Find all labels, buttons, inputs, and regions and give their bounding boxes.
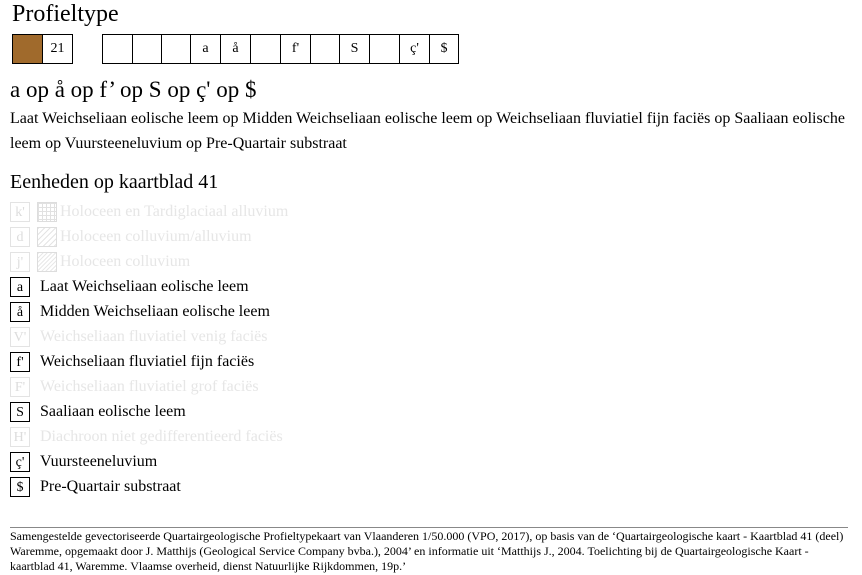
profile-cell: S [339, 34, 370, 64]
profile-formula: a op å op f’ op S op ç' op $ [10, 77, 257, 102]
unit-label: Weichseliaan fluviatiel grof faciës [40, 378, 259, 395]
color-swatch [12, 34, 43, 64]
profile-cell [250, 34, 281, 64]
profile-cell: a [190, 34, 221, 64]
unit-label: Weichseliaan fluviatiel venig faciës [40, 328, 268, 345]
unit-label: Midden Weichseliaan eolische leem [40, 303, 270, 320]
legend-item-c [10, 451, 430, 473]
legend-item-h [10, 426, 430, 448]
unit-code: V' [10, 327, 30, 347]
unit-code: å [10, 302, 30, 322]
legend-item-a-ring [10, 301, 430, 323]
legend-item-k [10, 201, 430, 223]
unit-label: Diachroon niet gedifferentieerd faciës [40, 428, 283, 445]
profile-cell [132, 34, 162, 64]
unit-code: d [10, 227, 30, 247]
unit-label: Holoceen en Tardiglaciaal alluvium [60, 203, 289, 220]
legend-item-f-upper [10, 376, 430, 398]
profile-number: 21 [42, 34, 73, 64]
profile-cell [161, 34, 191, 64]
profile-cell: ç' [399, 34, 430, 64]
unit-code: S [10, 402, 30, 422]
grid-hatch-icon [37, 202, 57, 222]
legend-item-j [10, 251, 430, 273]
diagonal-hatch-icon [37, 227, 57, 247]
unit-code: ç' [10, 452, 30, 472]
unit-code: f' [10, 352, 30, 372]
profile-cell: å [220, 34, 251, 64]
profile-cell [369, 34, 400, 64]
unit-label: Holoceen colluvium [60, 253, 191, 270]
legend-item-d [10, 226, 430, 248]
unit-label: Vuursteeneluvium [40, 453, 158, 470]
legend-item-a [10, 276, 430, 298]
legend-item-v [10, 326, 430, 348]
legend-item-dollar [10, 476, 430, 498]
profile-cell: $ [429, 34, 459, 64]
profile-cell: f' [280, 34, 311, 64]
unit-code: k' [10, 202, 30, 222]
unit-code: a [10, 277, 30, 297]
footer-divider [10, 527, 848, 528]
profile-cell [102, 34, 133, 64]
unit-code: F' [10, 377, 30, 397]
diagonal-hatch-icon [37, 252, 57, 272]
unit-code: H' [10, 427, 30, 447]
profile-description: Laat Weichseliaan eolische leem op Midden Weichseliaan eolische leem op Weichseliaan fluviatiel fijn faciës op Saaliaan eolische leem op Vuursteeneluvium op Pre-Quartair substraat [10, 110, 845, 152]
source-footnote: Samengestelde gevectoriseerde Quartairgeologische Profieltypekaart van Vlaanderen 1/50.000 (VPO, 2017), op basis van de ‘Quartairgeologische kaart - Kaartblad 41 (deel) Waremme, opgemaakt door J. Matthijs (Geological Service Company bvba.), 2004’ en informatie uit ‘Matthijs J., 2004. Toelichting bij de Quartairgeologische Kaart - kaartblad 41, Waremme. Vlaamse overheid, dienst Natuurlijke Rijkdommen, 19p.’ [10, 529, 844, 573]
unit-code: j' [10, 252, 30, 272]
page-title: Profieltype [12, 1, 119, 27]
profile-cell [310, 34, 340, 64]
legend-item-s [10, 401, 430, 423]
legend-item-f [10, 351, 430, 373]
unit-code: $ [10, 477, 30, 497]
unit-label: Pre-Quartair substraat [40, 478, 181, 495]
unit-label: Holoceen colluvium/alluvium [60, 228, 252, 245]
units-heading: Eenheden op kaartblad 41 [10, 171, 219, 193]
unit-label: Weichseliaan fluviatiel fijn faciës [40, 353, 255, 370]
unit-label: Laat Weichseliaan eolische leem [40, 278, 249, 295]
unit-label: Saaliaan eolische leem [40, 403, 186, 420]
